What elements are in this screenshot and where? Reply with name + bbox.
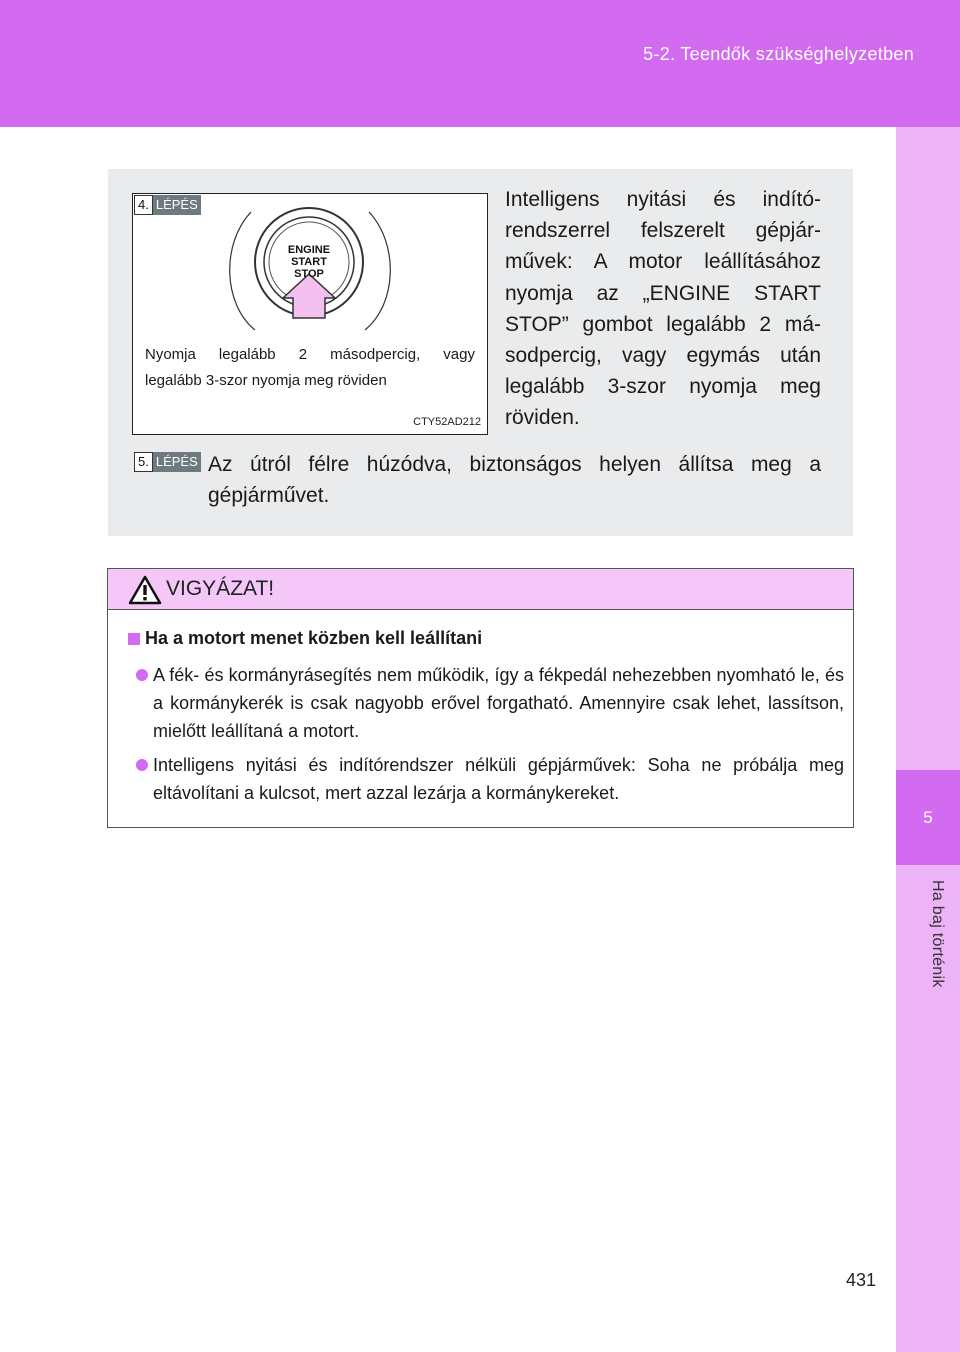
step-5-badge [134, 452, 201, 472]
caution-item-text: Intelligens nyitási és indítórendszer nélküli gépjárművek: Soha ne próbálja meg eltávolítani a kulcsot, mert azzal lezárja a kormánykereket. [153, 755, 844, 803]
square-bullet-icon [128, 633, 140, 645]
section-title: 5-2. Teendők szükséghelyzetben [643, 44, 914, 64]
chapter-number-tab: 5 [896, 770, 960, 865]
engine-start-stop-illustration [133, 194, 487, 434]
button-label-start: START [291, 256, 327, 268]
caution-subheading [128, 628, 482, 649]
button-label-stop: STOP [294, 268, 324, 280]
caution-header [108, 569, 853, 610]
warning-triangle-icon [128, 575, 162, 605]
caution-box [107, 568, 854, 828]
button-label-engine: ENGINE [287, 244, 331, 256]
figure-caption [145, 342, 475, 394]
figure-code: CTY52AD212 [413, 416, 481, 428]
caution-title: VIGYÁZAT! [166, 577, 275, 600]
step-number: 5. [134, 452, 153, 472]
chapter-label: Ha baj történik [929, 880, 946, 988]
caution-subheading-text: Ha a motort menet közben kell leállítani [145, 628, 483, 648]
caution-item [136, 751, 844, 807]
caution-item [136, 661, 844, 745]
step-label: LÉPÉS [153, 195, 201, 215]
chapter-side-tab [896, 127, 960, 1352]
bullet-dot-icon [136, 669, 148, 681]
step-5-text: Az útról félre húzódva, biztonságos helyen állítsa meg a gépjárművet. [208, 453, 821, 507]
caution-item-text: A fék- és kormányrásegítés nem működik, így a fékpedál nehezebben nyomható le, és a kormánykerék is csak nagyobb erővel forgatható. Amennyire csak lehet, lassítson, mielőtt leállítaná a motort. [153, 665, 844, 741]
engine-button-figure [132, 193, 488, 435]
figure-caption-line-1: Nyomja legalább 2 másodpercig, vagy [145, 346, 475, 363]
steps-box [108, 169, 853, 536]
step-4-badge [134, 195, 201, 215]
step-number: 4. [134, 195, 153, 215]
step-label: LÉPÉS [153, 452, 201, 472]
figure-caption-line-2: legalább 3-szor nyomja meg röviden [145, 372, 387, 389]
page-number: 431 [846, 1270, 877, 1290]
button-label [283, 244, 335, 280]
step-4-text: Intelligens nyitási és indító-rendszerrel felszerelt gépjár-művek: A motor leállításához nyomja az „ENGINE START STOP” gombot legalább 2 má-sodpercig, vagy egymás után legalább 3-szor nyomja meg röviden. [505, 188, 821, 430]
bullet-dot-icon [136, 759, 148, 771]
